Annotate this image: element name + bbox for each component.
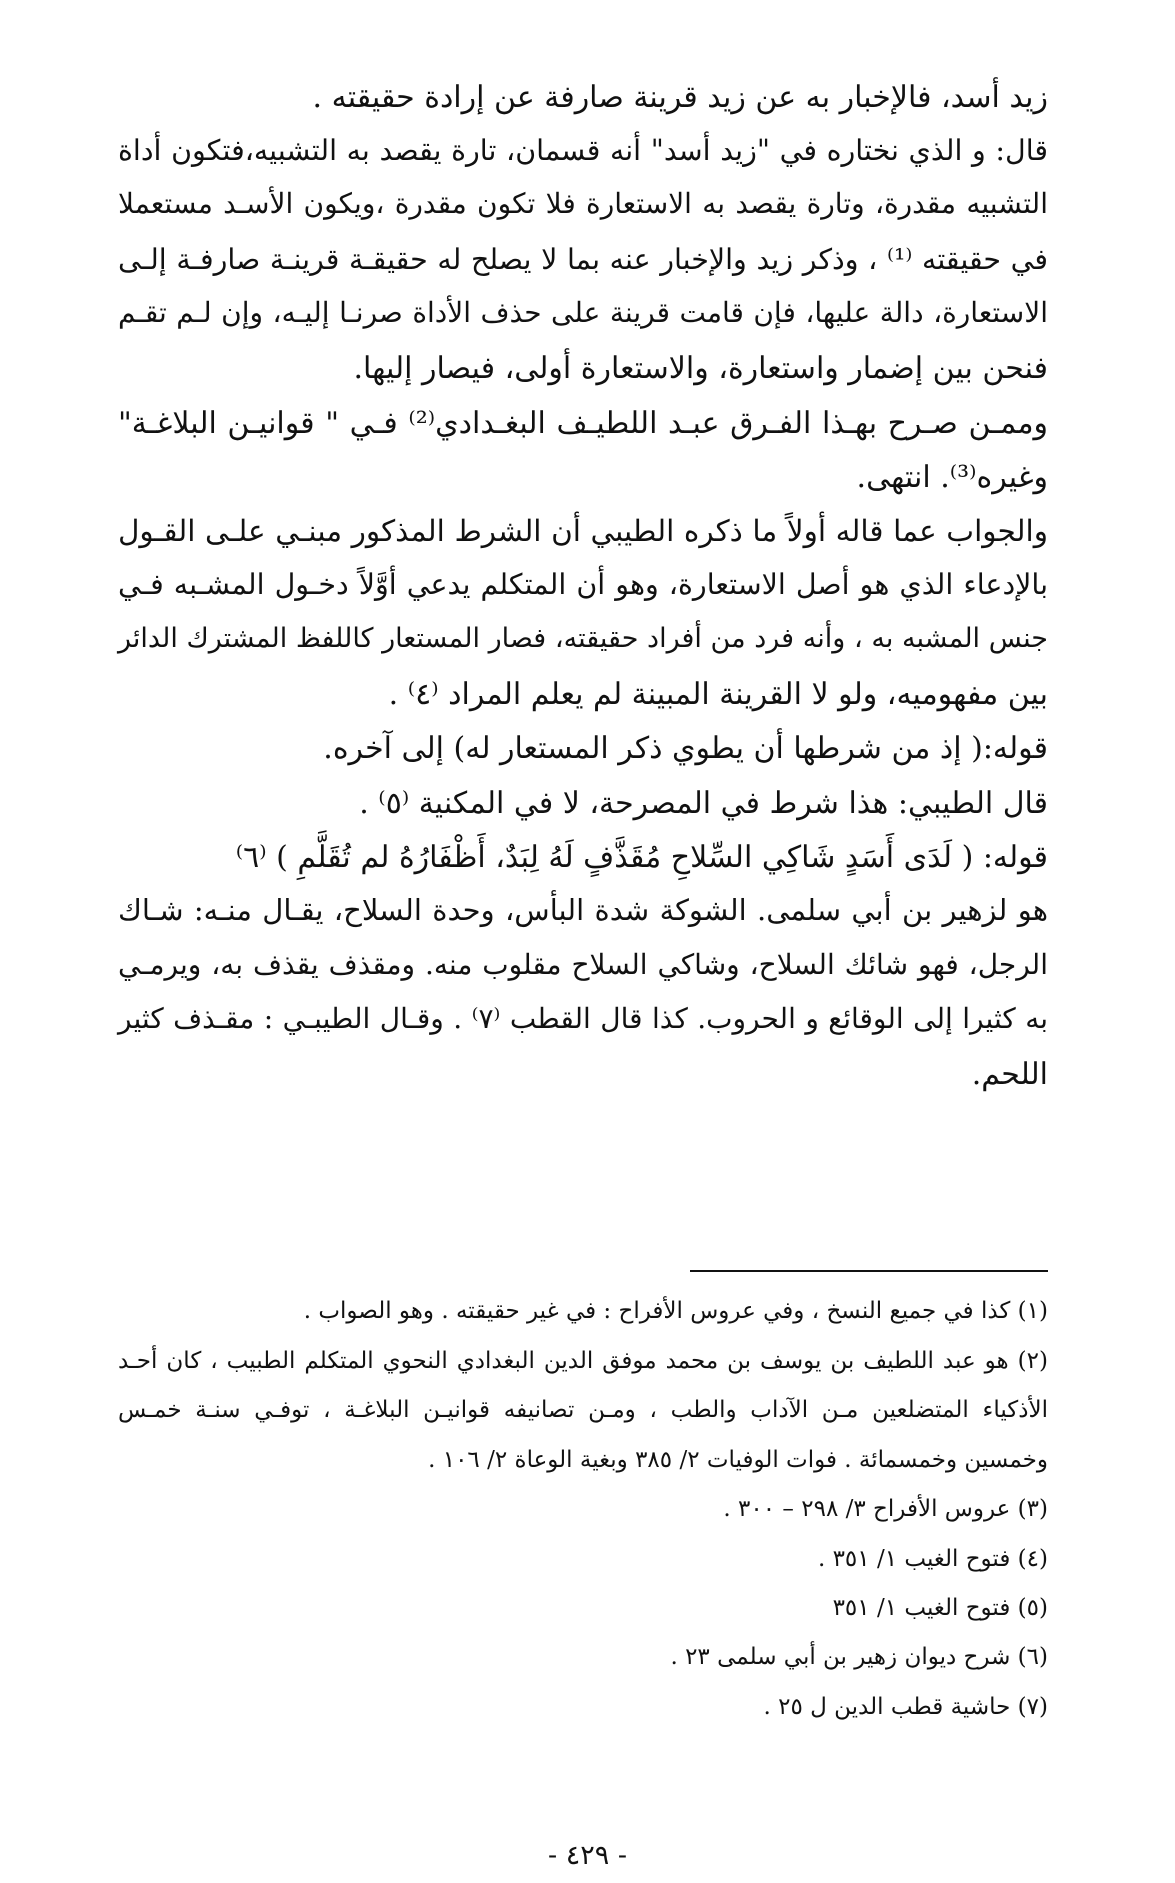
body-line: وغيره⁽³⁾. انتهى. — [856, 460, 1048, 495]
body-line: قال: و الذي نختاره في "زيد أسد" أنه قسمان، تارة يقصد به التشبيه،فتكون أداة — [118, 134, 1048, 167]
body-line: هو لزهير بن أبي سلمى. الشوكة شدة البأس، وحدة السلاح، يقـال منـه: شـاك — [118, 893, 1048, 927]
footnote-line: (١) كذا في جميع النسخ ، وفي عروس الأفراح : في غير حقيقته . وهو الصواب . — [303, 1298, 1048, 1324]
footnote-line: (٦) شرح ديوان زهير بن أبي سلمى ٢٣ . — [670, 1644, 1048, 1670]
body-line: زيد أسد، فالإخبار به عن زيد قرينة صارفة عن إرادة حقيقته . — [312, 80, 1048, 115]
verse-line: قوله: ( لَدَى أَسَدٍ شَاكِي السِّلاحِ مُقَذَّفٍ لَهُ لِبَدٌ، أَظْفَارُهُ لم تُقَلَّمِ ) ⁽٦⁾ — [235, 840, 1048, 875]
body-line: وممـن صـرح بهـذا الفـرق عبـد اللطيـف البغـدادي⁽²⁾ فـي " قوانيـن البلاغـة" — [118, 406, 1049, 441]
footnote-separator — [690, 1270, 1048, 1272]
body-line: جنس المشبه به ، وأنه فرد من أفراد حقيقته، فصار المستعار كاللفظ المشترك الدائر — [118, 623, 1048, 654]
body-line: اللحم. — [971, 1057, 1048, 1092]
body-line: به كثيرا إلى الوقائع و الحروب. كذا قال القطب ⁽٧⁾ . وقـال الطيبـي : مقـذف كثير — [118, 1002, 1048, 1035]
footnote-line: (٥) فتوح الغيب ١/ ٣٥١ — [832, 1595, 1048, 1621]
body-line: التشبيه مقدرة، وتارة يقصد به الاستعارة فلا تكون مقدرة ،ويكون الأسـد مستعملا — [118, 187, 1048, 220]
body-line: الاستعارة، دالة عليها، فإن قامت قرينة على حذف الأداة صرنـا إليـه، وإن لـم تقـم — [118, 296, 1048, 329]
body-line: بالإدعاء الذي هو أصل الاستعارة، وهو أن المتكلم يدعي أوَّلاً دخـول المشـبه فـي — [118, 568, 1048, 601]
body-line: فنحن بين إضمار واستعارة، والاستعارة أولى، فيصار إليها. — [353, 351, 1048, 386]
footnote-line: الأذكياء المتضلعين مـن الآداب والطب ، ومـن تصانيفه قوانيـن البلاغـة ، توفـي سنـة خمـس — [118, 1397, 1048, 1423]
footnote-line: (٧) حاشية قطب الدين ل ٢٥ . — [763, 1694, 1048, 1720]
footnote-line: (٤) فتوح الغيب ١/ ٣٥١ . — [817, 1546, 1048, 1572]
body-line: بين مفهوميه، ولو لا القرينة المبينة لم يعلم المراد ⁽٤⁾ . — [388, 677, 1048, 712]
body-line: الرجل، فهو شائك السلاح، وشاكي السلاح مقلوب منه. ومقذف يقذف به، ويرمـي — [118, 948, 1048, 981]
body-line: قوله:( إذ من شرطها أن يطوي ذكر المستعار له) إلى آخره. — [323, 731, 1048, 766]
footnote-line: وخمسين وخمسمائة . فوات الوفيات ٢/ ٣٨٥ وبغية الوعاة ٢/ ١٠٦ . — [428, 1447, 1048, 1473]
body-line: في حقيقته ⁽¹⁾ ، وذكر زيد والإخبار عنه بما لا يصلح له حقيقـة قرينـة صارفـة إلـى — [118, 243, 1048, 276]
footnote-line: (٢) هو عبد اللطيف بن يوسف بن محمد موفق الدين البغدادي النحوي المتكلم الطبيب ، كان أحـد — [118, 1348, 1048, 1374]
body-line: قال الطيبي: هذا شرط في المصرحة، لا في المكنية ⁽٥⁾ . — [359, 786, 1048, 821]
page-number: - ٤٢٩ - — [548, 1840, 627, 1871]
body-line: والجواب عما قاله أولاً ما ذكره الطيبي أن الشرط المذكور مبنـي علـى القـول — [118, 514, 1048, 548]
footnote-line: (٣) عروس الأفراح ٣/ ٢٩٨ – ٣٠٠ . — [723, 1496, 1048, 1522]
